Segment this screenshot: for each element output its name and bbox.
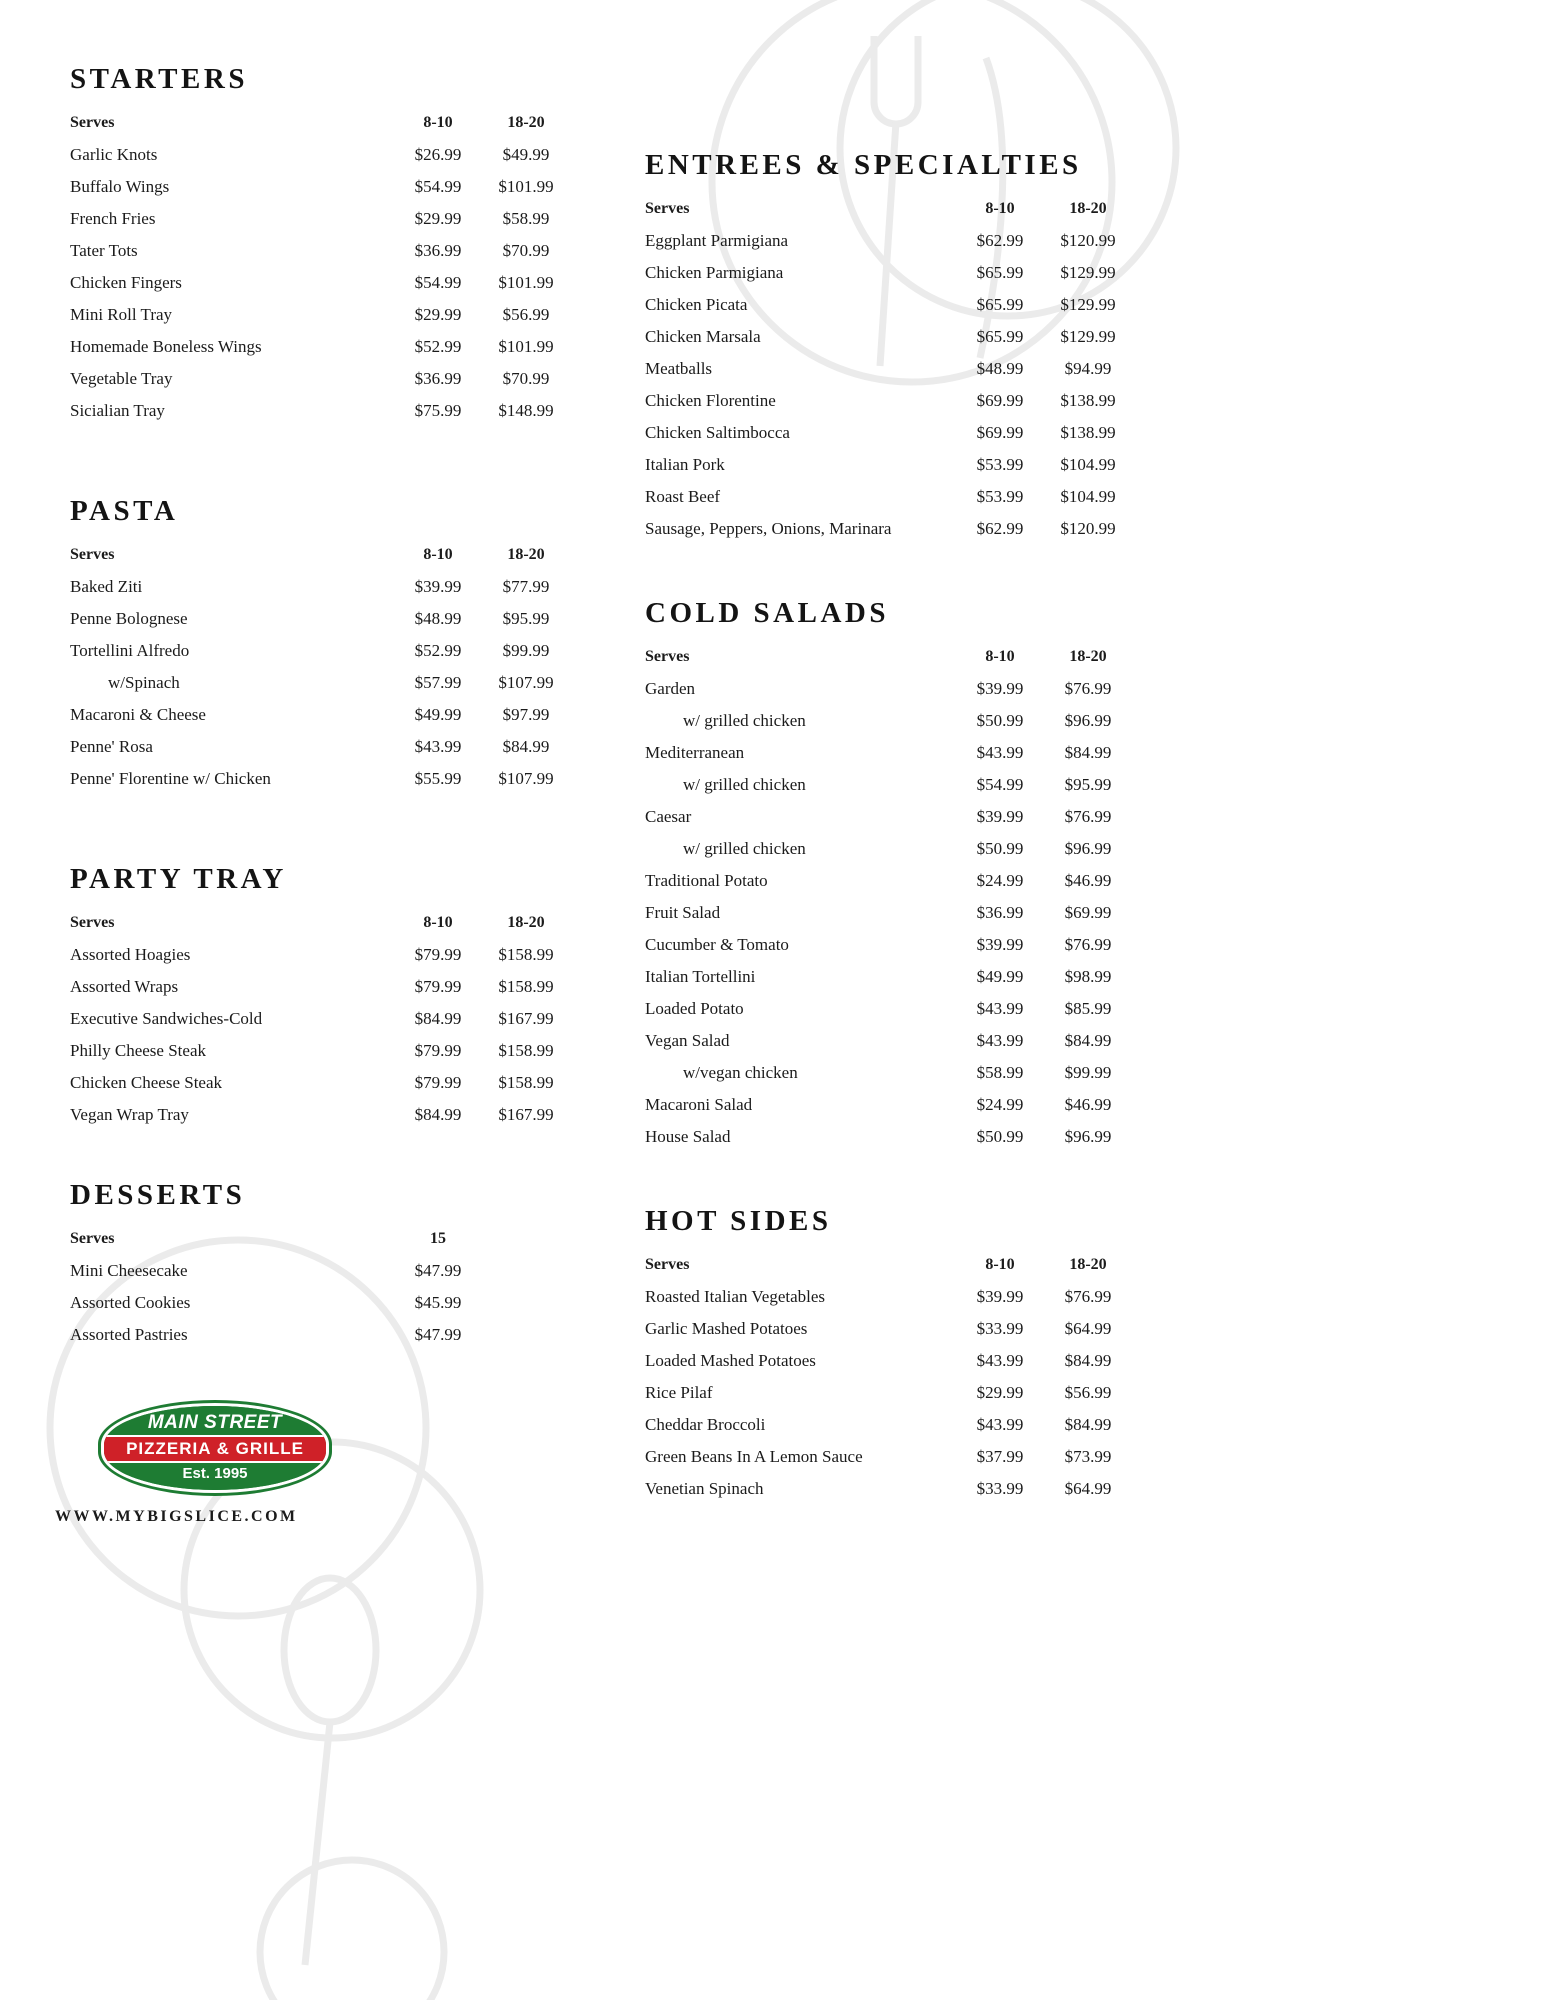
menu-item-row — [70, 576, 570, 598]
menu-section — [70, 62, 570, 422]
menu-item-row — [70, 1104, 570, 1126]
menu-item-name: Assorted Wraps — [70, 977, 179, 996]
logo-line-established: Est. 1995 — [104, 1463, 326, 1490]
menu-item-price-small: $24.99 — [976, 871, 1024, 890]
right-column — [645, 148, 1132, 1510]
menu-item-row — [645, 1350, 1132, 1372]
menu-item-price-large: $158.99 — [498, 1041, 554, 1060]
menu-item-row — [645, 934, 1132, 956]
menu-item-name: w/ grilled chicken — [683, 839, 806, 858]
section-title: HOT SIDES — [645, 1205, 832, 1237]
menu-item-row — [645, 1382, 1132, 1404]
menu-item-price-large: $99.99 — [502, 641, 550, 660]
menu-item-name: Loaded Mashed Potatoes — [645, 1351, 816, 1370]
size-header: 8-10 — [423, 914, 453, 931]
menu-item-price-small: $47.99 — [414, 1325, 462, 1344]
menu-item-price-small: $33.99 — [976, 1479, 1024, 1498]
menu-item-price-large: $84.99 — [1064, 743, 1112, 762]
section-items — [645, 678, 1132, 1148]
section-header-row — [645, 1254, 1132, 1276]
menu-item-price-large: $73.99 — [1064, 1447, 1112, 1466]
size-header: 8-10 — [423, 114, 453, 131]
menu-item-price-small: $48.99 — [976, 359, 1024, 378]
menu-item-name: Penne Bolognese — [70, 609, 188, 628]
menu-item-price-large: $167.99 — [498, 1105, 554, 1124]
menu-item-price-large: $167.99 — [498, 1009, 554, 1028]
menu-item-name: Vegetable Tray — [70, 369, 173, 388]
menu-item-name: Garlic Mashed Potatoes — [645, 1319, 808, 1338]
menu-item-price-small: $36.99 — [414, 369, 462, 388]
size-header: 18-20 — [507, 914, 545, 931]
menu-item-price-large: $70.99 — [502, 241, 550, 260]
menu-item-price-small: $36.99 — [976, 903, 1024, 922]
menu-item-price-large: $158.99 — [498, 945, 554, 964]
menu-item-price-small: $55.99 — [414, 769, 462, 788]
menu-item-price-large: $158.99 — [498, 977, 554, 996]
menu-item-price-large: $56.99 — [502, 305, 550, 324]
size-header: 18-20 — [1069, 1256, 1107, 1273]
menu-item-price-large: $99.99 — [1064, 1063, 1112, 1082]
menu-item-row — [645, 806, 1132, 828]
menu-item-price-small: $29.99 — [414, 305, 462, 324]
menu-item-price-large: $158.99 — [498, 1073, 554, 1092]
menu-item-price-large: $96.99 — [1064, 1127, 1112, 1146]
menu-item-row — [645, 998, 1132, 1020]
menu-item-price-small: $39.99 — [976, 1287, 1024, 1306]
section-items — [70, 1260, 570, 1346]
serves-label: Serves — [645, 1256, 690, 1273]
menu-item-row — [645, 838, 1132, 860]
menu-item-row — [645, 294, 1132, 316]
menu-item-price-small: $43.99 — [976, 999, 1024, 1018]
section-title: STARTERS — [70, 63, 248, 95]
menu-item-name: Chicken Parmigiana — [645, 263, 784, 282]
menu-item-name: Eggplant Parmigiana — [645, 231, 789, 250]
menu-item-row — [645, 230, 1132, 252]
menu-item-name: Vegan Wrap Tray — [70, 1105, 189, 1124]
menu-item-price-large: $97.99 — [502, 705, 550, 724]
menu-item-name: Chicken Saltimbocca — [645, 423, 790, 442]
menu-item-row — [70, 176, 570, 198]
logo-line-pizzeria-grille: PIZZERIA & GRILLE — [104, 1435, 326, 1463]
menu-item-row — [645, 1414, 1132, 1436]
menu-item-price-small: $39.99 — [976, 935, 1024, 954]
logo-line-main-street: MAIN STREET — [104, 1406, 326, 1435]
menu-item-row — [70, 240, 570, 262]
menu-item-name: Italian Tortellini — [645, 967, 756, 986]
menu-item-row — [645, 1286, 1132, 1308]
menu-section — [645, 596, 1132, 1148]
menu-item-name: Tortellini Alfredo — [70, 641, 190, 660]
menu-item-price-small: $84.99 — [414, 1105, 462, 1124]
menu-item-row — [70, 1040, 570, 1062]
menu-item-price-large: $85.99 — [1064, 999, 1112, 1018]
logo — [98, 1400, 332, 1496]
menu-item-price-large: $84.99 — [1064, 1415, 1112, 1434]
menu-item-price-large: $76.99 — [1064, 935, 1112, 954]
menu-item-name: Macaroni Salad — [645, 1095, 753, 1114]
menu-item-price-small: $84.99 — [414, 1009, 462, 1028]
menu-item-price-small: $58.99 — [976, 1063, 1024, 1082]
menu-item-price-small: $52.99 — [414, 337, 462, 356]
menu-item-price-large: $95.99 — [502, 609, 550, 628]
menu-item-price-small: $49.99 — [414, 705, 462, 724]
menu-item-price-small: $48.99 — [414, 609, 462, 628]
section-header-row — [70, 544, 570, 566]
menu-item-row — [645, 422, 1132, 444]
section-title: PARTY TRAY — [70, 863, 287, 895]
section-title: ENTREES & SPECIALTIES — [645, 149, 1082, 181]
menu-item-name: Vegan Salad — [645, 1031, 730, 1050]
menu-item-name: Roast Beef — [645, 487, 721, 506]
menu-item-price-small: $36.99 — [414, 241, 462, 260]
menu-item-row — [70, 1292, 570, 1314]
menu-item-price-small: $65.99 — [976, 263, 1024, 282]
size-header: 18-20 — [507, 114, 545, 131]
menu-item-row — [70, 704, 570, 726]
size-header: 8-10 — [423, 546, 453, 563]
menu-item-row — [645, 902, 1132, 924]
menu-item-name: Rice Pilaf — [645, 1383, 713, 1402]
menu-item-price-small: $39.99 — [976, 679, 1024, 698]
menu-item-price-large: $138.99 — [1060, 391, 1116, 410]
menu-item-row — [645, 966, 1132, 988]
menu-item-row — [70, 944, 570, 966]
menu-item-price-small: $50.99 — [976, 839, 1024, 858]
menu-item-price-large: $104.99 — [1060, 487, 1116, 506]
menu-item-name: w/ grilled chicken — [683, 775, 806, 794]
section-header-row — [70, 112, 570, 134]
menu-item-row — [70, 368, 570, 390]
menu-item-row — [645, 1126, 1132, 1148]
menu-item-name: Tater Tots — [70, 241, 138, 260]
menu-item-price-small: $49.99 — [976, 967, 1024, 986]
menu-item-price-large: $46.99 — [1064, 1095, 1112, 1114]
menu-item-price-large: $84.99 — [1064, 1031, 1112, 1050]
menu-section — [70, 862, 570, 1126]
menu-item-name: Assorted Pastries — [70, 1325, 188, 1344]
menu-item-name: House Salad — [645, 1127, 731, 1146]
menu-item-price-small: $69.99 — [976, 391, 1024, 410]
section-items — [645, 230, 1132, 540]
menu-item-price-small: $52.99 — [414, 641, 462, 660]
section-header-row — [70, 912, 570, 934]
menu-item-price-large: $96.99 — [1064, 711, 1112, 730]
menu-item-price-large: $56.99 — [1064, 1383, 1112, 1402]
menu-item-price-large: $96.99 — [1064, 839, 1112, 858]
menu-item-price-small: $43.99 — [414, 737, 462, 756]
menu-item-price-small: $54.99 — [414, 273, 462, 292]
left-column — [70, 62, 570, 1356]
serves-label: Serves — [70, 546, 115, 563]
menu-item-row — [645, 870, 1132, 892]
menu-item-row — [70, 608, 570, 630]
menu-item-price-large: $64.99 — [1064, 1319, 1112, 1338]
menu-item-price-large: $46.99 — [1064, 871, 1112, 890]
section-header-row — [645, 198, 1132, 220]
menu-item-row — [70, 304, 570, 326]
section-header-row — [645, 646, 1132, 668]
menu-item-row — [645, 1318, 1132, 1340]
menu-section — [645, 1204, 1132, 1500]
menu-item-name: Chicken Cheese Steak — [70, 1073, 223, 1092]
menu-item-row — [70, 672, 570, 694]
menu-item-price-small: $33.99 — [976, 1319, 1024, 1338]
menu-item-price-large: $129.99 — [1060, 327, 1116, 346]
menu-item-row — [645, 1478, 1132, 1500]
menu-item-price-small: $39.99 — [976, 807, 1024, 826]
size-header: 15 — [430, 1230, 446, 1247]
size-header: 18-20 — [1069, 648, 1107, 665]
menu-item-price-large: $95.99 — [1064, 775, 1112, 794]
menu-item-price-large: $129.99 — [1060, 295, 1116, 314]
menu-item-price-large: $49.99 — [502, 145, 550, 164]
menu-item-name: Traditional Potato — [645, 871, 768, 890]
menu-item-name: Caesar — [645, 807, 692, 826]
serves-label: Serves — [70, 1230, 115, 1247]
menu-item-price-small: $45.99 — [414, 1293, 462, 1312]
menu-item-price-small: $43.99 — [976, 1415, 1024, 1434]
menu-item-name: Mediterranean — [645, 743, 745, 762]
menu-item-price-small: $43.99 — [976, 1031, 1024, 1050]
menu-item-row — [645, 390, 1132, 412]
menu-item-price-large: $120.99 — [1060, 519, 1116, 538]
menu-item-price-large: $76.99 — [1064, 1287, 1112, 1306]
menu-item-name: Mini Cheesecake — [70, 1261, 188, 1280]
menu-item-name: Assorted Hoagies — [70, 945, 191, 964]
menu-item-name: Assorted Cookies — [70, 1293, 191, 1312]
serves-label: Serves — [70, 114, 115, 131]
menu-item-price-large: $129.99 — [1060, 263, 1116, 282]
menu-item-name: w/Spinach — [108, 673, 180, 692]
menu-item-name: Garlic Knots — [70, 145, 158, 164]
menu-item-row — [645, 678, 1132, 700]
menu-item-name: Buffalo Wings — [70, 177, 170, 196]
menu-item-price-large: $69.99 — [1064, 903, 1112, 922]
menu-item-price-small: $47.99 — [414, 1261, 462, 1280]
menu-item-name: Chicken Picata — [645, 295, 748, 314]
menu-item-price-large: $120.99 — [1060, 231, 1116, 250]
menu-item-row — [70, 976, 570, 998]
menu-item-price-large: $58.99 — [502, 209, 550, 228]
menu-item-row — [645, 262, 1132, 284]
menu-item-price-small: $79.99 — [414, 1041, 462, 1060]
menu-item-price-small: $62.99 — [976, 519, 1024, 538]
menu-item-price-large: $104.99 — [1060, 455, 1116, 474]
menu-item-name: Garden — [645, 679, 696, 698]
menu-item-price-large: $94.99 — [1064, 359, 1112, 378]
menu-item-price-large: $101.99 — [498, 177, 554, 196]
menu-item-price-large: $138.99 — [1060, 423, 1116, 442]
menu-item-price-small: $57.99 — [414, 673, 462, 692]
menu-item-row — [70, 1324, 570, 1346]
menu-item-price-small: $79.99 — [414, 945, 462, 964]
section-items — [645, 1286, 1132, 1500]
menu-item-price-small: $43.99 — [976, 743, 1024, 762]
menu-item-price-large: $107.99 — [498, 673, 554, 692]
menu-item-row — [645, 1030, 1132, 1052]
menu-item-price-small: $54.99 — [976, 775, 1024, 794]
menu-item-row — [70, 1008, 570, 1030]
menu-item-price-small: $53.99 — [976, 455, 1024, 474]
menu-item-name: Homemade Boneless Wings — [70, 337, 262, 356]
menu-item-price-large: $76.99 — [1064, 807, 1112, 826]
menu-item-price-small: $29.99 — [976, 1383, 1024, 1402]
menu-item-price-small: $79.99 — [414, 977, 462, 996]
logo-badge-shape — [104, 1406, 326, 1490]
menu-item-name: Chicken Florentine — [645, 391, 776, 410]
menu-item-name: Penne' Florentine w/ Chicken — [70, 769, 271, 788]
menu-item-name: w/ grilled chicken — [683, 711, 806, 730]
menu-section — [70, 494, 570, 790]
menu-item-name: Cucumber & Tomato — [645, 935, 789, 954]
menu-item-price-small: $43.99 — [976, 1351, 1024, 1370]
menu-item-row — [645, 742, 1132, 764]
menu-item-price-small: $24.99 — [976, 1095, 1024, 1114]
size-header: 18-20 — [1069, 200, 1107, 217]
menu-item-price-small: $39.99 — [414, 577, 462, 596]
menu-item-row — [70, 736, 570, 758]
menu-item-row — [645, 326, 1132, 348]
menu-item-row — [645, 358, 1132, 380]
menu-item-row — [70, 272, 570, 294]
menu-item-price-small: $79.99 — [414, 1073, 462, 1092]
menu-item-name: Chicken Fingers — [70, 273, 182, 292]
serves-label: Serves — [645, 200, 690, 217]
menu-item-name: Executive Sandwiches-Cold — [70, 1009, 263, 1028]
menu-item-row — [645, 486, 1132, 508]
menu-item-row — [645, 1094, 1132, 1116]
menu-item-price-large: $148.99 — [498, 401, 554, 420]
menu-item-name: Cheddar Broccoli — [645, 1415, 766, 1434]
menu-item-price-small: $53.99 — [976, 487, 1024, 506]
menu-section — [645, 148, 1132, 540]
menu-item-row — [70, 768, 570, 790]
serves-label: Serves — [645, 648, 690, 665]
menu-item-name: French Fries — [70, 209, 156, 228]
menu-item-price-large: $107.99 — [498, 769, 554, 788]
menu-item-row — [645, 1062, 1132, 1084]
menu-section — [70, 1178, 570, 1346]
menu-item-price-small: $50.99 — [976, 711, 1024, 730]
menu-item-row — [70, 1260, 570, 1282]
menu-item-name: Venetian Spinach — [645, 1479, 764, 1498]
section-title: COLD SALADS — [645, 597, 889, 629]
section-items — [70, 944, 570, 1126]
section-title: PASTA — [70, 495, 179, 527]
menu-item-row — [70, 144, 570, 166]
menu-item-price-small: $54.99 — [414, 177, 462, 196]
menu-item-row — [70, 400, 570, 422]
menu-item-price-large: $84.99 — [1064, 1351, 1112, 1370]
menu-item-price-large: $77.99 — [502, 577, 550, 596]
menu-item-row — [645, 1446, 1132, 1468]
menu-item-row — [70, 640, 570, 662]
section-items — [70, 144, 570, 422]
menu-item-price-large: $98.99 — [1064, 967, 1112, 986]
menu-item-price-small: $62.99 — [976, 231, 1024, 250]
size-header: 18-20 — [507, 546, 545, 563]
menu-item-row — [645, 774, 1132, 796]
menu-item-price-small: $69.99 — [976, 423, 1024, 442]
menu-item-name: Fruit Salad — [645, 903, 721, 922]
size-header: 8-10 — [985, 1256, 1015, 1273]
menu-item-name: Loaded Potato — [645, 999, 744, 1018]
menu-item-row — [70, 1072, 570, 1094]
menu-item-price-large: $101.99 — [498, 337, 554, 356]
menu-item-name: Roasted Italian Vegetables — [645, 1287, 826, 1306]
menu-item-price-small: $29.99 — [414, 209, 462, 228]
menu-item-price-large: $76.99 — [1064, 679, 1112, 698]
section-title: DESSERTS — [70, 1179, 246, 1211]
section-items — [70, 576, 570, 790]
menu-item-name: Macaroni & Cheese — [70, 705, 206, 724]
website-url: WWW.MYBIGSLICE.COM — [55, 1508, 298, 1525]
menu-item-name: Penne' Rosa — [70, 737, 153, 756]
menu-item-name: Italian Pork — [645, 455, 725, 474]
menu-item-price-small: $50.99 — [976, 1127, 1024, 1146]
size-header: 8-10 — [985, 200, 1015, 217]
menu-item-row — [645, 518, 1132, 540]
menu-item-price-large: $101.99 — [498, 273, 554, 292]
menu-item-price-small: $26.99 — [414, 145, 462, 164]
menu-item-row — [70, 208, 570, 230]
menu-item-row — [645, 454, 1132, 476]
menu-item-price-small: $75.99 — [414, 401, 462, 420]
menu-item-price-large: $70.99 — [502, 369, 550, 388]
serves-label: Serves — [70, 914, 115, 931]
menu-item-name: w/vegan chicken — [683, 1063, 798, 1082]
menu-item-row — [70, 336, 570, 358]
section-header-row — [70, 1228, 570, 1250]
menu-item-name: Sicialian Tray — [70, 401, 165, 420]
menu-item-name: Sausage, Peppers, Onions, Marinara — [645, 519, 892, 538]
menu-item-price-large: $84.99 — [502, 737, 550, 756]
menu-item-name: Baked Ziti — [70, 577, 143, 596]
menu-item-price-small: $65.99 — [976, 295, 1024, 314]
menu-item-price-small: $65.99 — [976, 327, 1024, 346]
menu-item-name: Mini Roll Tray — [70, 305, 173, 324]
size-header: 8-10 — [985, 648, 1015, 665]
menu-item-row — [645, 710, 1132, 732]
menu-item-name: Meatballs — [645, 359, 713, 378]
menu-item-name: Chicken Marsala — [645, 327, 761, 346]
menu-item-price-large: $64.99 — [1064, 1479, 1112, 1498]
menu-item-price-small: $37.99 — [976, 1447, 1024, 1466]
menu-item-name: Philly Cheese Steak — [70, 1041, 206, 1060]
menu-item-name: Green Beans In A Lemon Sauce — [645, 1447, 863, 1466]
